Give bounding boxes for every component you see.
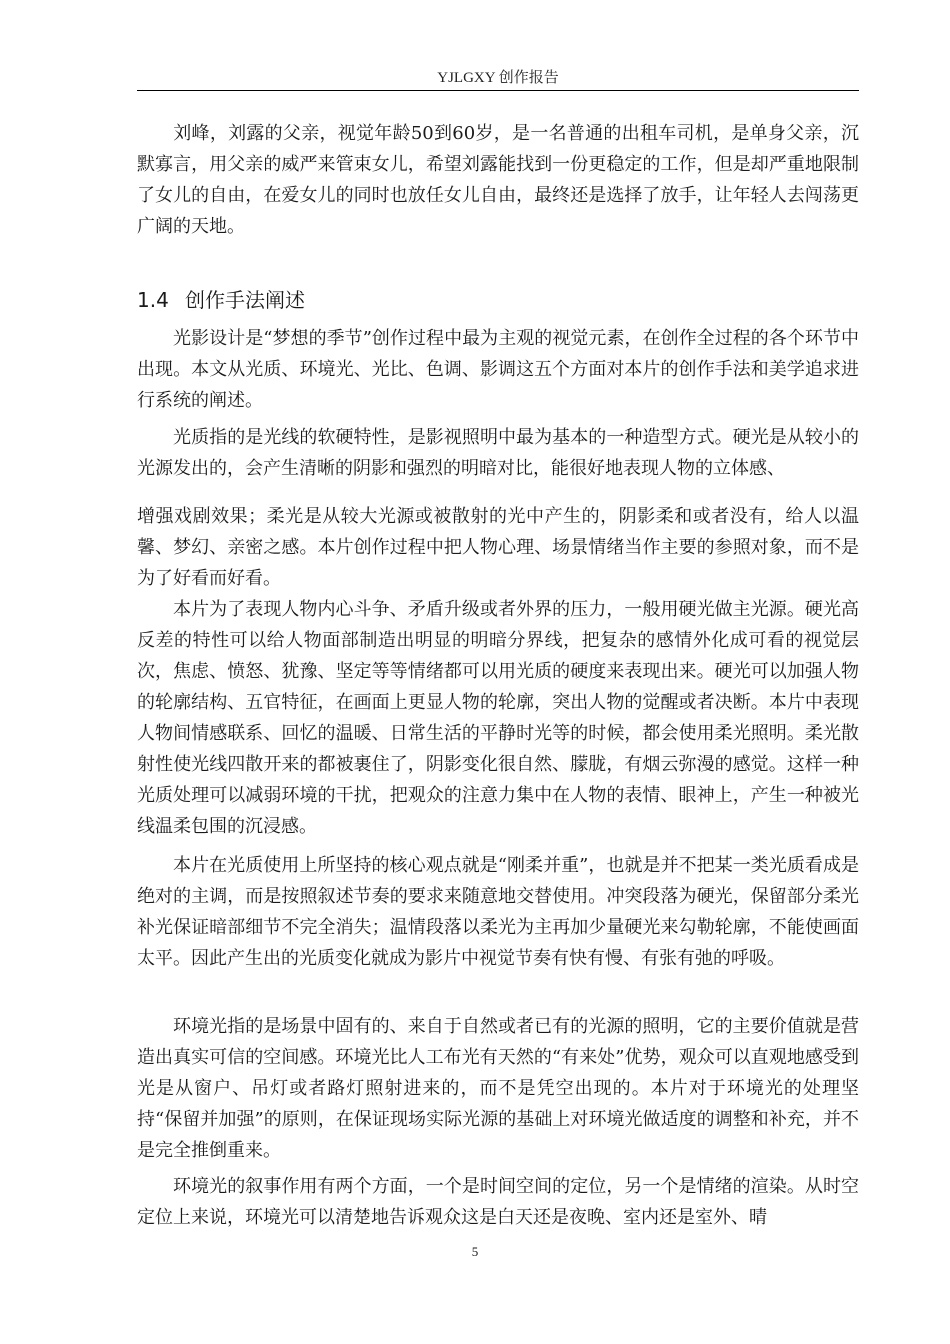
paragraph-text: 增强戏剧效果；柔光是从较大光源或被散射的光中产生的，阴影柔和或者没有，给人以温馨、梦幻、亲密之感。本片创作过程中把人物心理、场景情绪当作主要的参照对象，而不是为了好看而好看。	[137, 506, 859, 589]
section-heading	[137, 284, 305, 313]
paragraph-text: 本片为了表现人物内心斗争、矛盾升级或者外界的压力，一般用硬光做主光源。硬光高反差的特性可以给人物面部制造出明显的明暗分界线，把复杂的感情外化成可看的视觉层次，焦虑、愤怒、犹豫、坚定等等情绪都可以用光质的硬度来表现出来。硬光可以加强人物的轮廓结构、五官特征，在画面上更显人物的轮廓，突出人物的觉醒或者决断。本片中表现人物间情感联系、回忆的温暖、日常生活的平静时光等的时候，都会使用柔光照明。柔光散射性使光线四散开来的都被裹住了，阴影变化很自然、朦胧，有烟云弥漫的感觉。这样一种光质处理可以减弱环境的干扰，把观众的注意力集中在人物的表情、眼神上，产生一种被光线温柔包围的沉浸感。	[137, 599, 859, 837]
section-number: 1.4	[137, 288, 169, 312]
paragraph-light-quality-cont	[137, 501, 859, 594]
paragraph-ambient-light	[137, 1011, 859, 1166]
paragraph-hard-soft-light	[137, 594, 859, 842]
paragraph-balance	[137, 850, 859, 974]
paragraph-light-quality-start	[137, 422, 859, 484]
paragraph-text: 环境光的叙事作用有两个方面，一个是时间空间的定位，另一个是情绪的渲染。从时空定位上来说，环境光可以清楚地告诉观众这是白天还是夜晚、室内还是室外、晴	[137, 1176, 859, 1228]
paragraph-text: 本片在光质使用上所坚持的核心观点就是“刚柔并重”，也就是并不把某一类光质看成是绝对的主调，而是按照叙述节奏的要求来随意地交替使用。冲突段落为硬光，保留部分柔光补光保证暗部细节不完全消失；温情段落以柔光为主再加少量硬光来勾勒轮廓，不能使画面太平。因此产生出的光质变化就成为影片中视觉节奏有快有慢、有张有弛的呼吸。	[137, 855, 859, 969]
section-title: 创作手法阐述	[185, 288, 305, 312]
paragraph-text: 光质指的是光线的软硬特性，是影视照明中最为基本的一种造型方式。硬光是从较小的光源发出的，会产生清晰的阴影和强烈的明暗对比，能很好地表现人物的立体感、	[137, 427, 859, 479]
paragraph-text: 刘峰，刘露的父亲，视觉年龄50到60岁，是一名普通的出租车司机，是单身父亲，沉默寡言，用父亲的威严来管束女儿，希望刘露能找到一份更稳定的工作，但是却严重地限制了女儿的自由，在爱女儿的同时也放任女儿自由，最终还是选择了放手，让年轻人去闯荡更广阔的天地。	[137, 123, 859, 237]
paragraph-intro	[137, 323, 859, 416]
page-header: YJLGXY 创作报告	[437, 70, 559, 86]
paragraph-text: 光影设计是“梦想的季节”创作过程中最为主观的视觉元素，在创作全过程的各个环节中出现。本文从光质、环境光、光比、色调、影调这五个方面对本片的创作手法和美学追求进行系统的阐述。	[137, 328, 859, 411]
paragraph-father-description	[137, 118, 859, 242]
paragraph-text: 环境光指的是场景中固有的、来自于自然或者已有的光源的照明，它的主要价值就是营造出真实可信的空间感。环境光比人工布光有天然的“有来处”优势，观众可以直观地感受到光是从窗户、吊灯或者路灯照射进来的，而不是凭空出现的。本片对于环境光的处理坚持“保留并加强”的原则，在保证现场实际光源的基础上对环境光做适度的调整和补充，并不是完全推倒重来。	[137, 1016, 859, 1161]
header-divider	[137, 90, 859, 91]
page-number: 5	[471, 1244, 479, 1259]
paragraph-ambient-narrative	[137, 1171, 859, 1233]
